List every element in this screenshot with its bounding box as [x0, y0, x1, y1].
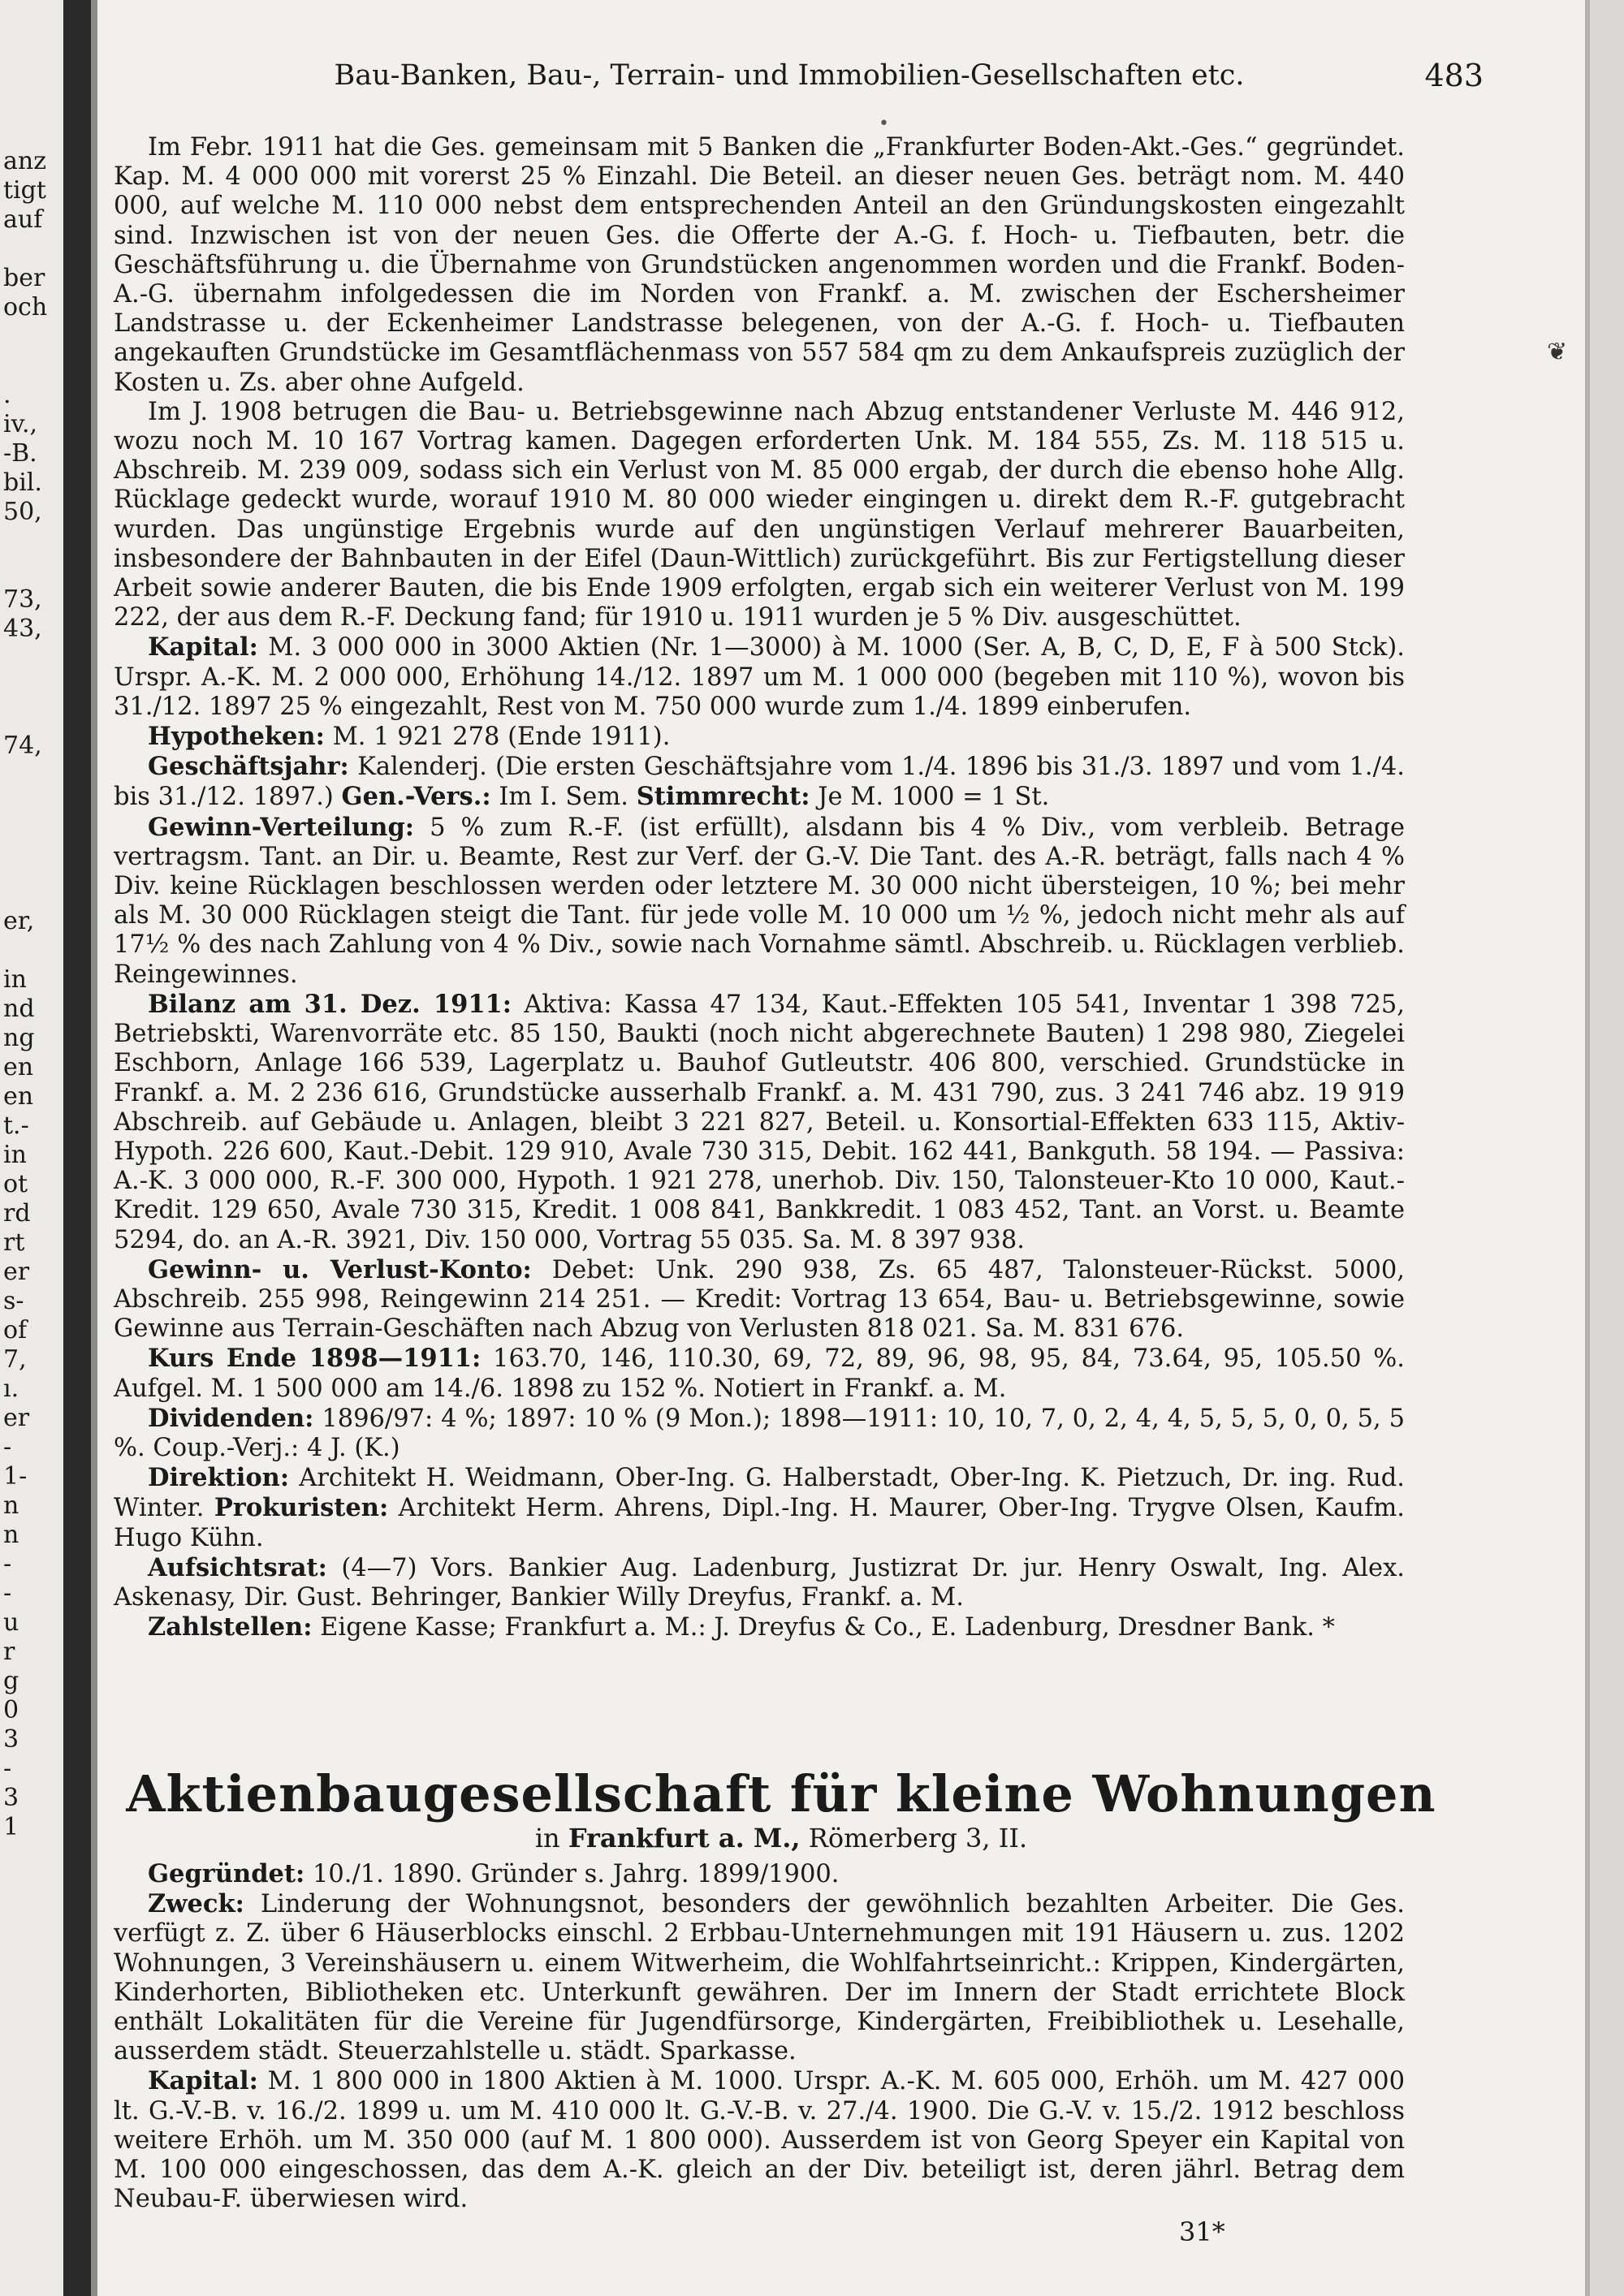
- text-gegruendet: 10./1. 1890. Gründer s. Jahrg. 1899/1900.: [312, 1860, 840, 1888]
- margin-fragment: bil.: [3, 468, 42, 497]
- margin-fragment: -: [3, 1550, 12, 1578]
- margin-fragment: 7,: [3, 1345, 27, 1374]
- margin-fragment: in: [3, 1141, 27, 1169]
- article-continued: [114, 133, 1405, 1642]
- text-dividenden: 1896/97: 4 %; 1897: 10 % (9 Mon.); 1898—1911: 10, 10, 7, 0, 2, 4, 4, 5, 5, 5, 0, 0, 5, 5 %. Coup.-Verj.: 4 J. (K.): [114, 1404, 1405, 1462]
- entry-bilanz: [114, 990, 1405, 1255]
- gutter-edge: [91, 0, 97, 2296]
- margin-fragment: en: [3, 1082, 34, 1111]
- margin-fragment: er: [3, 1258, 30, 1286]
- margin-fragment: ber: [3, 264, 45, 292]
- text-direktion: Architekt H. Weidmann, Ober-Ing. G. Halberstadt, Ober-Ing. K. Pietzuch, Dr. ing. Rud. Winter.: [114, 1464, 1405, 1523]
- entry-kapital: [114, 632, 1405, 722]
- margin-fragment: er: [3, 1404, 30, 1432]
- margin-fragment: tigt: [3, 176, 46, 205]
- entry-aufsichtsrat: [114, 1553, 1405, 1612]
- text-prokuristen: Architekt Herm. Ahrens, Dipl.-Ing. H. Maurer, Ober-Ing. Trygve Olsen, Kaufm. Hugo Kühn.: [114, 1494, 1405, 1552]
- text-gen-vers: Im I. Sem.: [499, 783, 628, 812]
- margin-fragment: 43,: [3, 615, 42, 643]
- margin-fragment: en: [3, 1053, 34, 1081]
- text-gewinn-verteilung: 5 % zum R.-F. (ist erfüllt), alsdann bis 4 % Div., vom verbleib. Betrage vertragsm. Tant. an Dir. u. Beamte, Rest zur Verf. der G.-V. Die Tant. des A.-R. beträgt, falls nach 4 % Div. keine Rücklagen beschlossen werden oder letztere M. 30 000 nicht übersteigen, 10 %; bei mehr als M. 30 000 Rücklagen steigt die Tant. für jede volle M. 10 000 um ½ %, jedoch nicht mehr als auf 17½ % des nach Zahlung von 4 % Div., sowie nach Vornahme sämtl. Abschreib. u. Rücklagen verblieb. Reingewinnes.: [114, 813, 1405, 989]
- signature-mark: 31*: [1179, 2216, 1225, 2247]
- location-prefix: in: [534, 1823, 560, 1854]
- header-title: Bau-Banken, Bau-, Terrain- und Immobilien-Gesellschaften etc.: [334, 59, 1245, 92]
- entry-kurs: [114, 1344, 1405, 1403]
- page-content: [99, 0, 1585, 2296]
- paragraph-history-1908: Im J. 1908 betrugen die Bau- u. Betriebsgewinne nach Abzug entstandener Verluste M. 446 912, wozu noch M. 10 167 Vortrag kamen. Dagegen erforderten Unk. M. 184 555, Zs. M. 118 515 u. Abschreib. M. 239 009, sodass sich ein Verlust von M. 85 000 ergab, der durch die ebenso hohe Allg. Rücklage gedeckt wurde, worauf 1910 M. 80 000 wieder eingingen u. direkt dem R.-F. gutgebracht wurden. Das ungünstige Ergebnis wurde auf den ungünstigen Verlauf mehrerer Bauarbeiten, insbesondere der Bahnbauten in der Eifel (Daun-Wittlich) zurückgeführt. Bis zur Fertigstellung dieser Arbeit sowie anderer Bauten, die bis Ende 1909 erfolgten, ergab sich ein weiterer Verlust von M. 199 222, der aus dem R.-F. Deckung fand; für 1910 u. 1911 wurden je 5 % Div. ausgeschüttet.: [114, 397, 1405, 632]
- label-stimmrecht: Stimmrecht:: [636, 782, 810, 812]
- margin-fragment: s-: [3, 1287, 24, 1315]
- margin-fragment: ot: [3, 1170, 28, 1198]
- margin-fragment: -: [3, 1754, 12, 1783]
- paragraph-history-1911: Im Febr. 1911 hat die Ges. gemeinsam mit 5 Banken die „Frankfurter Boden-Akt.-Ges.“ gegründet. Kap. M. 4 000 000 mit vorerst 25 % Einzahl. Die Beteil. an dieser neuen Ges. beträgt nom. M. 440 000, auf welche M. 110 000 nebst dem entsprechenden Anteil an den Gründungskosten eingezahlt sind. Inzwischen ist von der neuen Ges. die Offerte der A.-G. f. Hoch- u. Tiefbauten, betr. die Geschäftsführung u. die Übernahme von Grundstücken angenommen worden und die Frankf. Boden-A.-G. übernahm infolgedessen die im Norden von Frankf. a. M. zwischen der Eschersheimer Landstrasse u. der Eckenheimer Landstrasse belegenen, von der A.-G. f. Hoch- u. Tiefbauten angekauften Grundstücke im Gesamtflächenmass von 557 584 qm zu dem Ankaufspreis zuzüglich der Kosten u. Zs. aber ohne Aufgeld.: [114, 133, 1405, 397]
- text-stimmrecht: Je M. 1000 = 1 St.: [818, 783, 1050, 812]
- label-gegruendet: Gegründet:: [148, 1859, 305, 1888]
- entry-zweck: [114, 1889, 1405, 2066]
- label-prokuristen: Prokuristen:: [214, 1493, 389, 1523]
- entry-gewinn-verteilung: [114, 813, 1405, 990]
- label-gewinn-verlust: Gewinn- u. Verlust-Konto:: [148, 1254, 532, 1284]
- label-bilanz: Bilanz am 31. Dez. 1911:: [148, 989, 512, 1019]
- margin-fragment: rd: [3, 1199, 31, 1228]
- margin-fragment: u: [3, 1608, 19, 1637]
- pencil-mark: ❦: [1547, 338, 1568, 366]
- entry-gegruendet: [114, 1859, 1405, 1889]
- text-geschaeftsjahr: Kalenderj. (Die ersten Geschäftsjahre vom 1./4. 1896 bis 31./3. 1897 und vom 1./4. bis 31./12. 1897.): [114, 753, 1405, 812]
- entry-dividenden: [114, 1404, 1405, 1463]
- margin-fragment: 50,: [3, 498, 42, 526]
- article-company: [114, 1859, 1405, 2214]
- company-title: Aktienbaugesellschaft für kleine Wohnungen: [126, 1764, 1436, 1823]
- label-kapital-2: Kapital:: [148, 2066, 258, 2096]
- margin-fragment: -: [3, 1433, 12, 1461]
- page-gutter-shadow: [63, 0, 91, 2296]
- margin-fragment: 0: [3, 1696, 19, 1724]
- margin-fragment: 1-: [3, 1462, 28, 1491]
- label-gewinn-verteilung: Gewinn-Verteilung:: [148, 812, 415, 842]
- page-number: 483: [1424, 58, 1484, 93]
- margin-fragment: ng: [3, 1024, 35, 1052]
- margin-fragment: t.-: [3, 1111, 29, 1140]
- margin-fragment: 3: [3, 1784, 19, 1812]
- text-kapital-2: M. 1 800 000 in 1800 Aktien à M. 1000. Urspr. A.-K. M. 605 000, Erhöh. um M. 427 000 lt. G.-V.-B. v. 16./2. 1899 u. um M. 410 000 lt. G.-V.-B. v. 27./4. 1900. Die G.-V. v. 15./2. 1912 beschloss weitere Erhöh. um M. 350 000 (auf M. 1 800 000). Ausserdem ist von Georg Speyer ein Kapital von M. 100 000 eingeschossen, das dem A.-K. gleich an der Div. beteiligt ist, deren jährl. Betrag dem Neubau-F. überwiesen wird.: [114, 2067, 1405, 2214]
- margin-fragment: ı.: [3, 1375, 19, 1403]
- adjacent-page-fragment: [0, 0, 63, 2296]
- margin-fragment: r: [3, 1638, 15, 1666]
- margin-fragment: in: [3, 965, 27, 994]
- margin-fragment: auf: [3, 205, 43, 234]
- text-gewinn-verlust: Debet: Unk. 290 938, Zs. 65 487, Talonsteuer-Rückst. 5000, Abschreib. 255 998, Reingewinn 214 251. — Kredit: Vortrag 13 654, Bau- u. Betriebsgewinne, sowie Gewinne aus Terrain-Geschäften nach Abzug von Verlusten 818 021. Sa. M. 831 676.: [114, 1255, 1405, 1344]
- entry-geschaeftsjahr: [114, 752, 1405, 812]
- text-bilanz: Aktiva: Kassa 47 134, Kaut.-Effekten 105 541, Inventar 1 398 725, Betriebskti, Warenvorräte etc. 85 150, Baukti (noch nicht abgerechnete Bauten) 1 298 980, Ziegelei Eschborn, Anlage 166 539, Lagerplatz u. Bauhof Gutleutstr. 406 800, verschied. Grundstücke in Frankf. a. M. 2 236 616, Grundstücke ausserhalb Frankf. a. M. 431 790, zus. 3 241 746 abz. 19 919 Abschreib. auf Gebäude u. Anlagen, bleibt 3 221 827, Beteil. u. Konsortial-Effekten 633 115, Aktiv-Hypoth. 226 600, Kaut.-Debit. 129 910, Avale 730 315, Debit. 162 441, Bankguth. 58 194. — Passiva: A.-K. 3 000 000, R.-F. 300 000, Hypoth. 1 921 278, unerhob. Div. 150, Talonsteuer-Kto 10 000, Kaut.-Kredit. 129 650, Avale 730 315, Kredit. 1 008 841, Bankkredit. 1 083 452, Tant. an Vorst. u. Beamte 5294, do. an A.-R. 3921, Div. 150 000, Vortrag 55 035. Sa. M. 8 397 938.: [114, 990, 1405, 1254]
- label-zahlstellen: Zahlstellen:: [148, 1612, 313, 1642]
- location-city: Frankfurt a. M.,: [568, 1823, 801, 1854]
- margin-fragment: er,: [3, 907, 35, 935]
- label-aufsichtsrat: Aufsichtsrat:: [148, 1552, 327, 1582]
- margin-fragment: nd: [3, 995, 35, 1023]
- text-hypotheken: M. 1 921 278 (Ende 1911).: [332, 723, 671, 752]
- margin-fragment: -: [3, 1579, 12, 1608]
- margin-fragment: rt: [3, 1228, 25, 1257]
- label-zweck: Zweck:: [148, 1889, 244, 1919]
- company-location: [99, 1822, 1463, 1854]
- label-kapital: Kapital:: [148, 632, 258, 662]
- margin-fragment: of: [3, 1316, 28, 1344]
- text-kurs: 163.70, 146, 110.30, 69, 72, 89, 96, 98, 95, 84, 73.64, 95, 105.50 %. Aufgel. M. 1 500 000 am 14./6. 1898 zu 152 %. Notiert in Frankf. a. M.: [114, 1344, 1405, 1403]
- margin-fragment: -B.: [3, 439, 37, 468]
- label-hypotheken: Hypotheken:: [148, 722, 325, 752]
- margin-fragment: .: [3, 381, 11, 409]
- ink-dot: •: [879, 114, 889, 134]
- text-zahlstellen: Eigene Kasse; Frankfurt a. M.: J. Dreyfus & Co., E. Ladenburg, Dresdner Bank. *: [320, 1613, 1335, 1642]
- label-geschaeftsjahr: Geschäftsjahr:: [148, 752, 349, 782]
- entry-kapital-2: [114, 2066, 1405, 2214]
- margin-fragment: 3: [3, 1725, 19, 1754]
- text-kapital: M. 3 000 000 in 3000 Aktien (Nr. 1—3000) à M. 1000 (Ser. A, B, C, D, E, F à 500 Stck). Urspr. A.-K. M. 2 000 000, Erhöhung 14./12. 1897 um M. 1 000 000 (begeben mit 110 %), wovon bis 31./12. 1897 25 % eingezahlt, Rest von M. 750 000 wurde zum 1./4. 1899 einberufen.: [114, 633, 1405, 721]
- margin-fragment: och: [3, 293, 48, 322]
- label-gen-vers: Gen.-Vers.:: [341, 782, 491, 812]
- entry-direktion: [114, 1463, 1405, 1553]
- label-direktion: Direktion:: [148, 1463, 290, 1493]
- margin-fragment: n: [3, 1491, 19, 1520]
- margin-fragment: 74,: [3, 732, 42, 760]
- right-page-edge: [1590, 0, 1624, 2296]
- entry-zahlstellen: [114, 1612, 1405, 1642]
- label-dividenden: Dividenden:: [148, 1403, 314, 1433]
- location-address: Römerberg 3, II.: [800, 1823, 1028, 1854]
- text-aufsichtsrat: (4—7) Vors. Bankier Aug. Ladenburg, Justizrat Dr. jur. Henry Oswalt, Ing. Alex. Askenasy, Dir. Gust. Behringer, Bankier Willy Dreyfus, Frankf. a. M.: [114, 1553, 1405, 1612]
- entry-gewinn-verlust: [114, 1255, 1405, 1344]
- text-zweck: Linderung der Wohnungsnot, besonders der gewöhnlich bezahlten Arbeiter. Die Ges. verfügt z. Z. über 6 Häuserblocks einschl. 2 Erbbau-Unternehmungen mit 191 Häusern u. zus. 1202 Wohnungen, 3 Vereinshäusern u. einem Witwerheim, die Wohlfahrtseinricht.: Krippen, Kindergärten, Kinderhorten, Bibliotheken etc. Unterkunft gewähren. Der im Innern der Stadt errichtete Block enthält Lokalitäten für die Vereine für Jugendfürsorge, Kindergärten, Freibibliothek u. Lesehalle, ausserdem städt. Steuerzahlstelle u. städt. Sparkasse.: [114, 1890, 1405, 2066]
- margin-fragment: g: [3, 1667, 19, 1695]
- margin-fragment: n: [3, 1521, 19, 1549]
- margin-fragment: anz: [3, 147, 47, 175]
- margin-fragment: 73,: [3, 585, 42, 614]
- label-kurs: Kurs Ende 1898—1911:: [148, 1344, 482, 1374]
- entry-hypotheken: [114, 722, 1405, 752]
- margin-fragment: 1: [3, 1813, 19, 1841]
- margin-fragment: iv.,: [3, 410, 38, 438]
